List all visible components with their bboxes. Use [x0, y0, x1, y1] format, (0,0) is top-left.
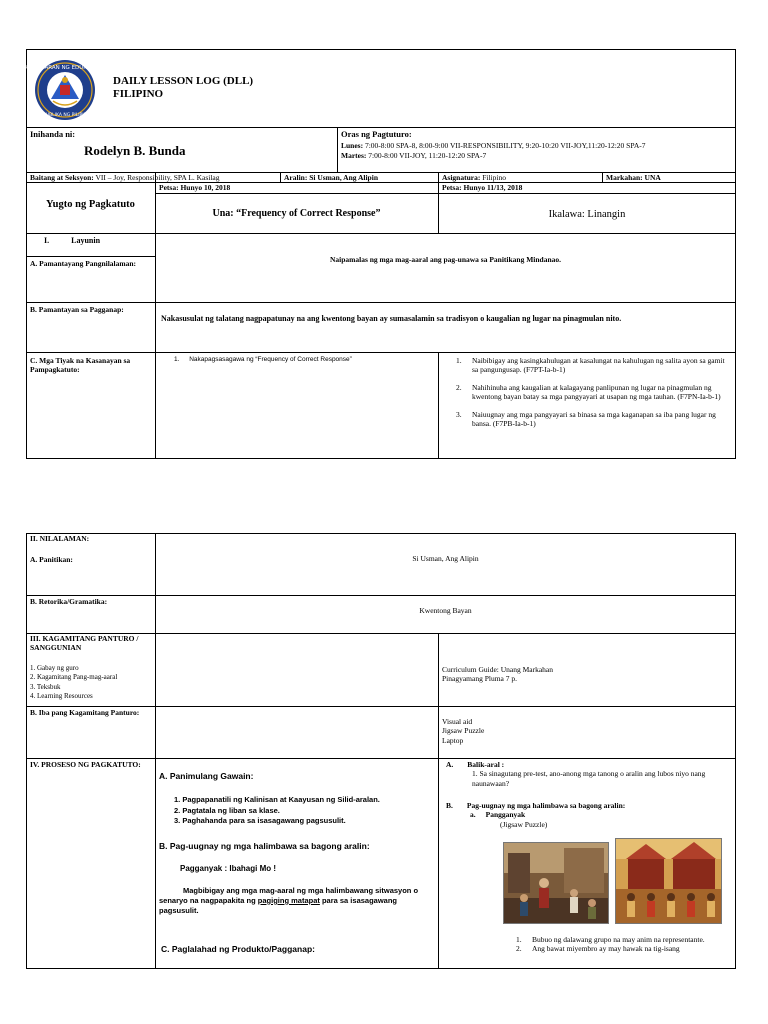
materials-item: 1. Gabay ng guro: [30, 664, 79, 672]
market-scene-painting: [503, 842, 609, 924]
literature-value: Si Usman, Ang Alipin: [412, 554, 479, 563]
svg-text:REPUBLIKA NG PILIPINAS: REPUBLIKA NG PILIPINAS: [37, 113, 93, 118]
activity-step: 1. Bubuo ng dalawang grupo na may anim na representante.: [516, 935, 705, 944]
specific-skills-list: [456, 356, 732, 428]
subject-field: Asignatura: Filipino: [442, 173, 506, 182]
svg-text:KAGAWARAN NG EDUKASYON: KAGAWARAN NG EDUKASYON: [24, 65, 106, 71]
other-materials-label: B. Iba pang Kagamitang Panturo:: [30, 708, 140, 717]
materials-item: 3. Teksbuk: [30, 682, 61, 691]
specific-skills-label: C. Mga Tiyak na Kasanayan sa Pampagkatuto:: [30, 356, 131, 375]
review-section: A. Balik-aral : 1. Sa sinagutang pre-test, ano-anong mga tanong o aralin ang lubos niyo nang naunawaan?: [446, 760, 732, 788]
grammar-label: B. Retorika/Gramatika:: [30, 597, 108, 606]
specific-skill-first: 1. Nakapagsasagawa ng “Frequency of Correct Response”: [174, 356, 352, 363]
specific-skill-item: 3. Naiuugnay ang mga pangyayari sa binasa sa mga kaganapan sa iba pang lugar ng bansa. (F7PB-Ia-b-1): [456, 409, 716, 428]
literature-label: A. Panitikan:: [30, 555, 73, 564]
deped-seal-logo: [24, 59, 106, 121]
specific-skill-item: 2. Nahihinuha ang kaugalian at kalagayang panlipunan ng lugar na pinagmulan ng kwentong bayan batay sa mga pangyayari at usapan ng mga tauhan. (F7PN-Ia-b-1): [456, 382, 721, 402]
monday-schedule: Lunes: 7:00-8:00 SPA-8, 8:00-9:00 VII-RESPONSIBILITY, 9:20-10:20 VII-JOY,11:20-12:20 SPA-7: [341, 141, 646, 150]
specific-skill-item: 1. Naibibigay ang kasingkahulugan at kasalungat na kahulugan ng salita ayon sa gamit sa pangungusap. (F7PT-Ia-b-1): [456, 356, 725, 375]
grade-section: Baitang at Seksyon: VII – Joy, Responsibility, SPA L. Kasilag: [30, 173, 220, 182]
review-question: 1. Sa sinagutang pre-test, ano-anong mga tanong o aralin ang lubos niyo nang naunawaan?: [472, 769, 706, 788]
performance-standard-label: B. Pamantayan sa Pagganap:: [30, 305, 124, 314]
intro-activity-item: 2. Pagtatala ng liban sa klase.: [174, 805, 280, 815]
phase-label: Yugto ng Pagkatuto: [46, 199, 135, 210]
intro-activity-list: [174, 795, 380, 827]
intro-activity-title: A. Panimulang Gawain:: [159, 771, 254, 781]
prepared-by-label: Inihanda ni:: [30, 129, 76, 139]
materials-item: 4. Learning Resources: [30, 692, 93, 701]
content-standard-value: Naipamalas ng mga mag-aaral ang pag-unawa sa Panitikang Mindanao.: [329, 255, 562, 264]
content-heading: II. NILALAMAN:: [30, 534, 90, 543]
date-first: Petsa: Hunyo 10, 2018: [159, 183, 231, 192]
royal-procession-painting: [615, 838, 722, 924]
linking-section: B. Pag-uugnay ng mga halimbawa sa bagong aralin: a. Pangganyak (Jigsaw Puzzle): [446, 801, 626, 829]
performance-standard-value: Nakasusulat ng talatang nagpapatunay na ang kwentong bayan ay sumasalamin sa tradisyon o kaugalian ng lugar na pinagmulan nito.: [161, 314, 622, 323]
phase-first: Una: “Frequency of Correct Response”: [212, 208, 381, 219]
activity-steps: [516, 935, 716, 954]
materials-item: 2. Kagamitang Pang-mag-aaral: [30, 673, 118, 682]
teaching-time-label: Oras ng Pagtuturo:: [341, 129, 412, 139]
objectives-heading: I. Layunin: [44, 236, 101, 245]
materials-heading: III. KAGAMITANG PANTURO / SANGGUNIAN: [30, 634, 139, 653]
teacher-name: Rodelyn B. Bunda: [84, 143, 186, 158]
document-subject: FILIPINO: [113, 88, 164, 100]
motivation-title: B. Pag-uugnay ng mga halimbawa sa bagong aralin:: [159, 841, 370, 851]
activity-step: 2. Ang bawat miyembro ay may hawak na tig-isang: [516, 944, 680, 954]
date-second: Petsa: Hunyo 11/13, 2018: [442, 183, 523, 192]
motivation-text: Magbibigay ang mga mag-aaral ng mga halimbawang sitwasyon o senaryo na nagpapakita ng pagiging matapat para sa isasagawang pagsusulit.: [159, 886, 419, 915]
materials-list: [30, 664, 117, 702]
curriculum-reference: Curriculum Guide: Unang Markahan Pinagyamang Pluma 7 p.: [442, 665, 554, 684]
product-presentation-title: C. Paglalahad ng Produkto/Pagganap:: [161, 944, 315, 954]
tuesday-schedule: Martes: 7:00-8:00 VII-JOY, 11:20-12:20 SPA-7: [341, 151, 487, 160]
motivation-subtitle: Pagganyak : Ibahagi Mo !: [180, 864, 277, 873]
lesson-title: Aralin: Si Usman, Ang Alipin: [284, 173, 378, 182]
intro-activity-item: 1. Pagpapanatili ng Kalinisan at Kaayusan ng Silid-aralan.: [174, 795, 380, 804]
grammar-value: Kwentong Bayan: [419, 606, 472, 615]
intro-activity-item: 3. Paghahanda para sa isasagawang pagsusulit.: [174, 816, 346, 825]
document-title: DAILY LESSON LOG (DLL): [113, 75, 254, 87]
quarter-field: Markahan: UNA: [606, 173, 661, 182]
other-materials-list: Visual aid Jigsaw Puzzle Laptop: [442, 717, 485, 745]
phase-second: Ikalawa: Linangin: [548, 209, 626, 220]
content-standard-label: A. Pamantayang Pangnilalaman:: [30, 259, 137, 268]
process-heading: IV. PROSESO NG PAGKATUTO:: [30, 760, 141, 769]
